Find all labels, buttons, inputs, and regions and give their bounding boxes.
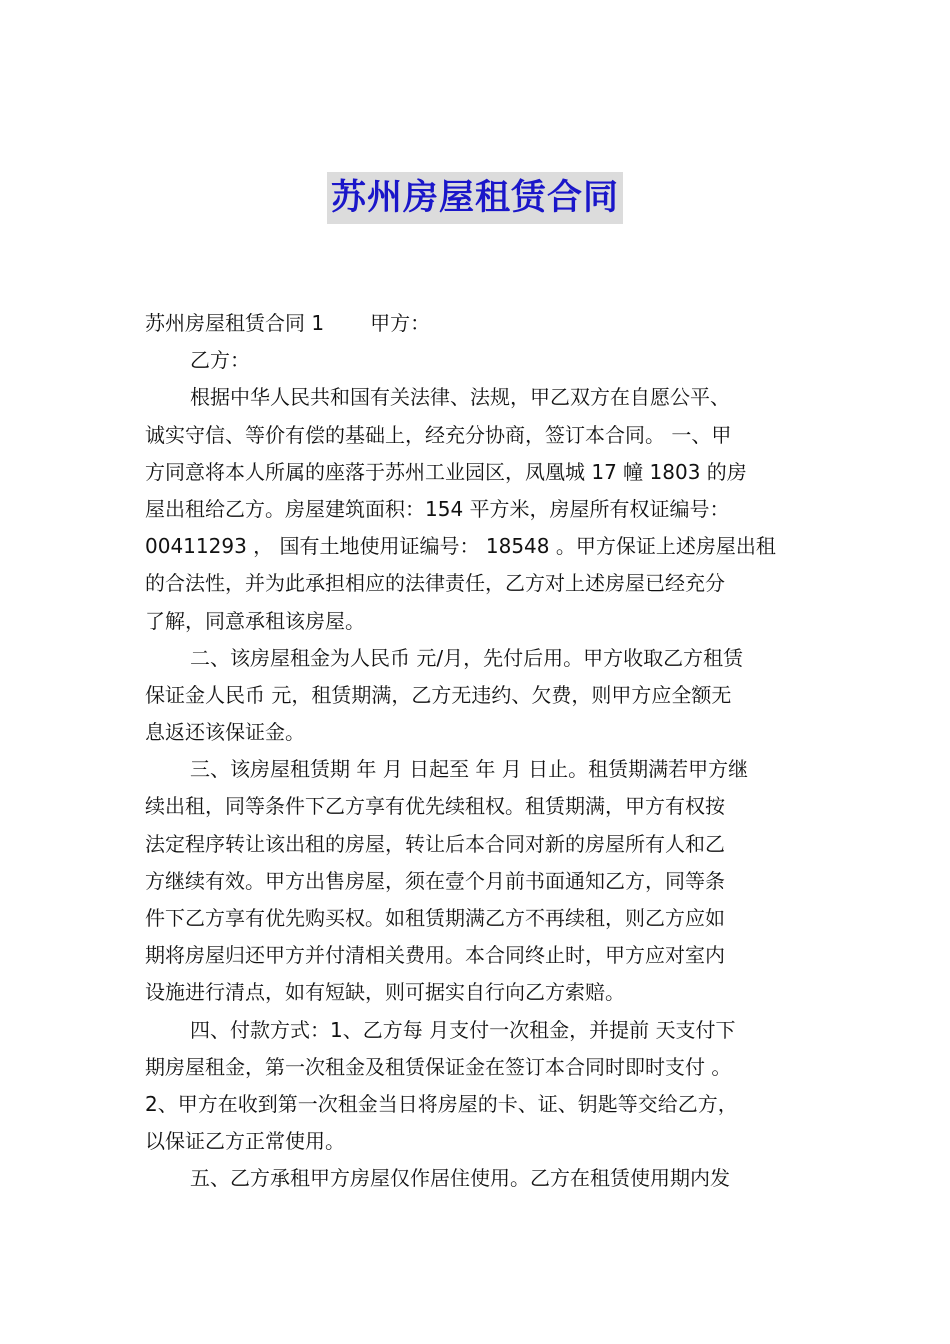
- text-line: 方同意将本人所属的座落于苏州工业园区，凤凰城 17 幢 1803 的房: [145, 459, 747, 484]
- text-line: 00411293 ， 国有土地使用证编号： 18548 。甲方保证上述房屋出租: [145, 534, 776, 559]
- text-line: 诚实守信、等价有偿的基础上，经充分协商，签订本合同。 一、甲: [145, 422, 732, 447]
- text-line: 二、该房屋租金为人民币 元/月，先付后用。甲方收取乙方租赁: [190, 645, 744, 670]
- text-line: 2、甲方在收到第一次租金当日将房屋的卡、证、钥匙等交给乙方，: [145, 1091, 738, 1116]
- text-line: 五、乙方承租甲方房屋仅作居住使用。乙方在租赁使用期内发: [190, 1166, 730, 1191]
- text-line: 息返还该保证金。: [145, 720, 305, 745]
- party-b-label: 乙方：: [190, 348, 250, 373]
- text-line: 以保证乙方正常使用。: [145, 1129, 345, 1154]
- text-line: 屋出租给乙方。房屋建筑面积：154 平方米，房屋所有权证编号：: [145, 496, 730, 521]
- text-line: 件下乙方享有优先购买权。如租赁期满乙方不再续租，则乙方应如: [145, 906, 725, 930]
- text-line: 的合法性，并为此承担相应的法律责任，乙方对上述房屋已经充分: [145, 571, 725, 596]
- intro-line: [145, 305, 815, 342]
- text-line: 设施进行清点，如有短缺，则可据实自行向乙方索赔。: [145, 980, 625, 1005]
- text-line: 三、该房屋租赁期 年 月 日起至 年 月 日止。租赁期满若甲方继: [190, 757, 749, 782]
- text-line: 保证金人民币 元，租赁期满，乙方无违约、欠费，则甲方应全额无: [145, 682, 732, 707]
- text-line: 四、付款方式：1、乙方每 月支付一次租金，并提前 天支付下: [190, 1017, 736, 1042]
- text-line: 期房屋租金，第一次租金及租赁保证金在签订本合同时即时支付 。: [145, 1054, 732, 1079]
- text-line: 方继续有效。甲方出售房屋，须在壹个月前书面通知乙方，同等条: [145, 868, 725, 893]
- text-line: 了解，同意承租该房屋。: [145, 608, 365, 633]
- text-line: 法定程序转让该出租的房屋，转让后本合同对新的房屋所有人和乙: [145, 831, 725, 856]
- intro-label: 苏州房屋租赁合同 1: [145, 311, 325, 335]
- document-title: 苏州房屋租赁合同: [327, 172, 623, 224]
- party-a-label: 甲方：: [370, 311, 431, 335]
- text-line: 根据中华人民共和国有关法律、法规，甲乙双方在自愿公平、: [190, 385, 730, 410]
- document-body: [145, 305, 815, 1198]
- text-line: 期将房屋归还甲方并付清相关费用。本合同终止时，甲方应对室内: [145, 943, 725, 968]
- party-b-line: [145, 342, 815, 379]
- text-line: 续出租，同等条件下乙方享有优先续租权。租赁期满，甲方有权按: [145, 794, 725, 819]
- title-container: [0, 172, 950, 224]
